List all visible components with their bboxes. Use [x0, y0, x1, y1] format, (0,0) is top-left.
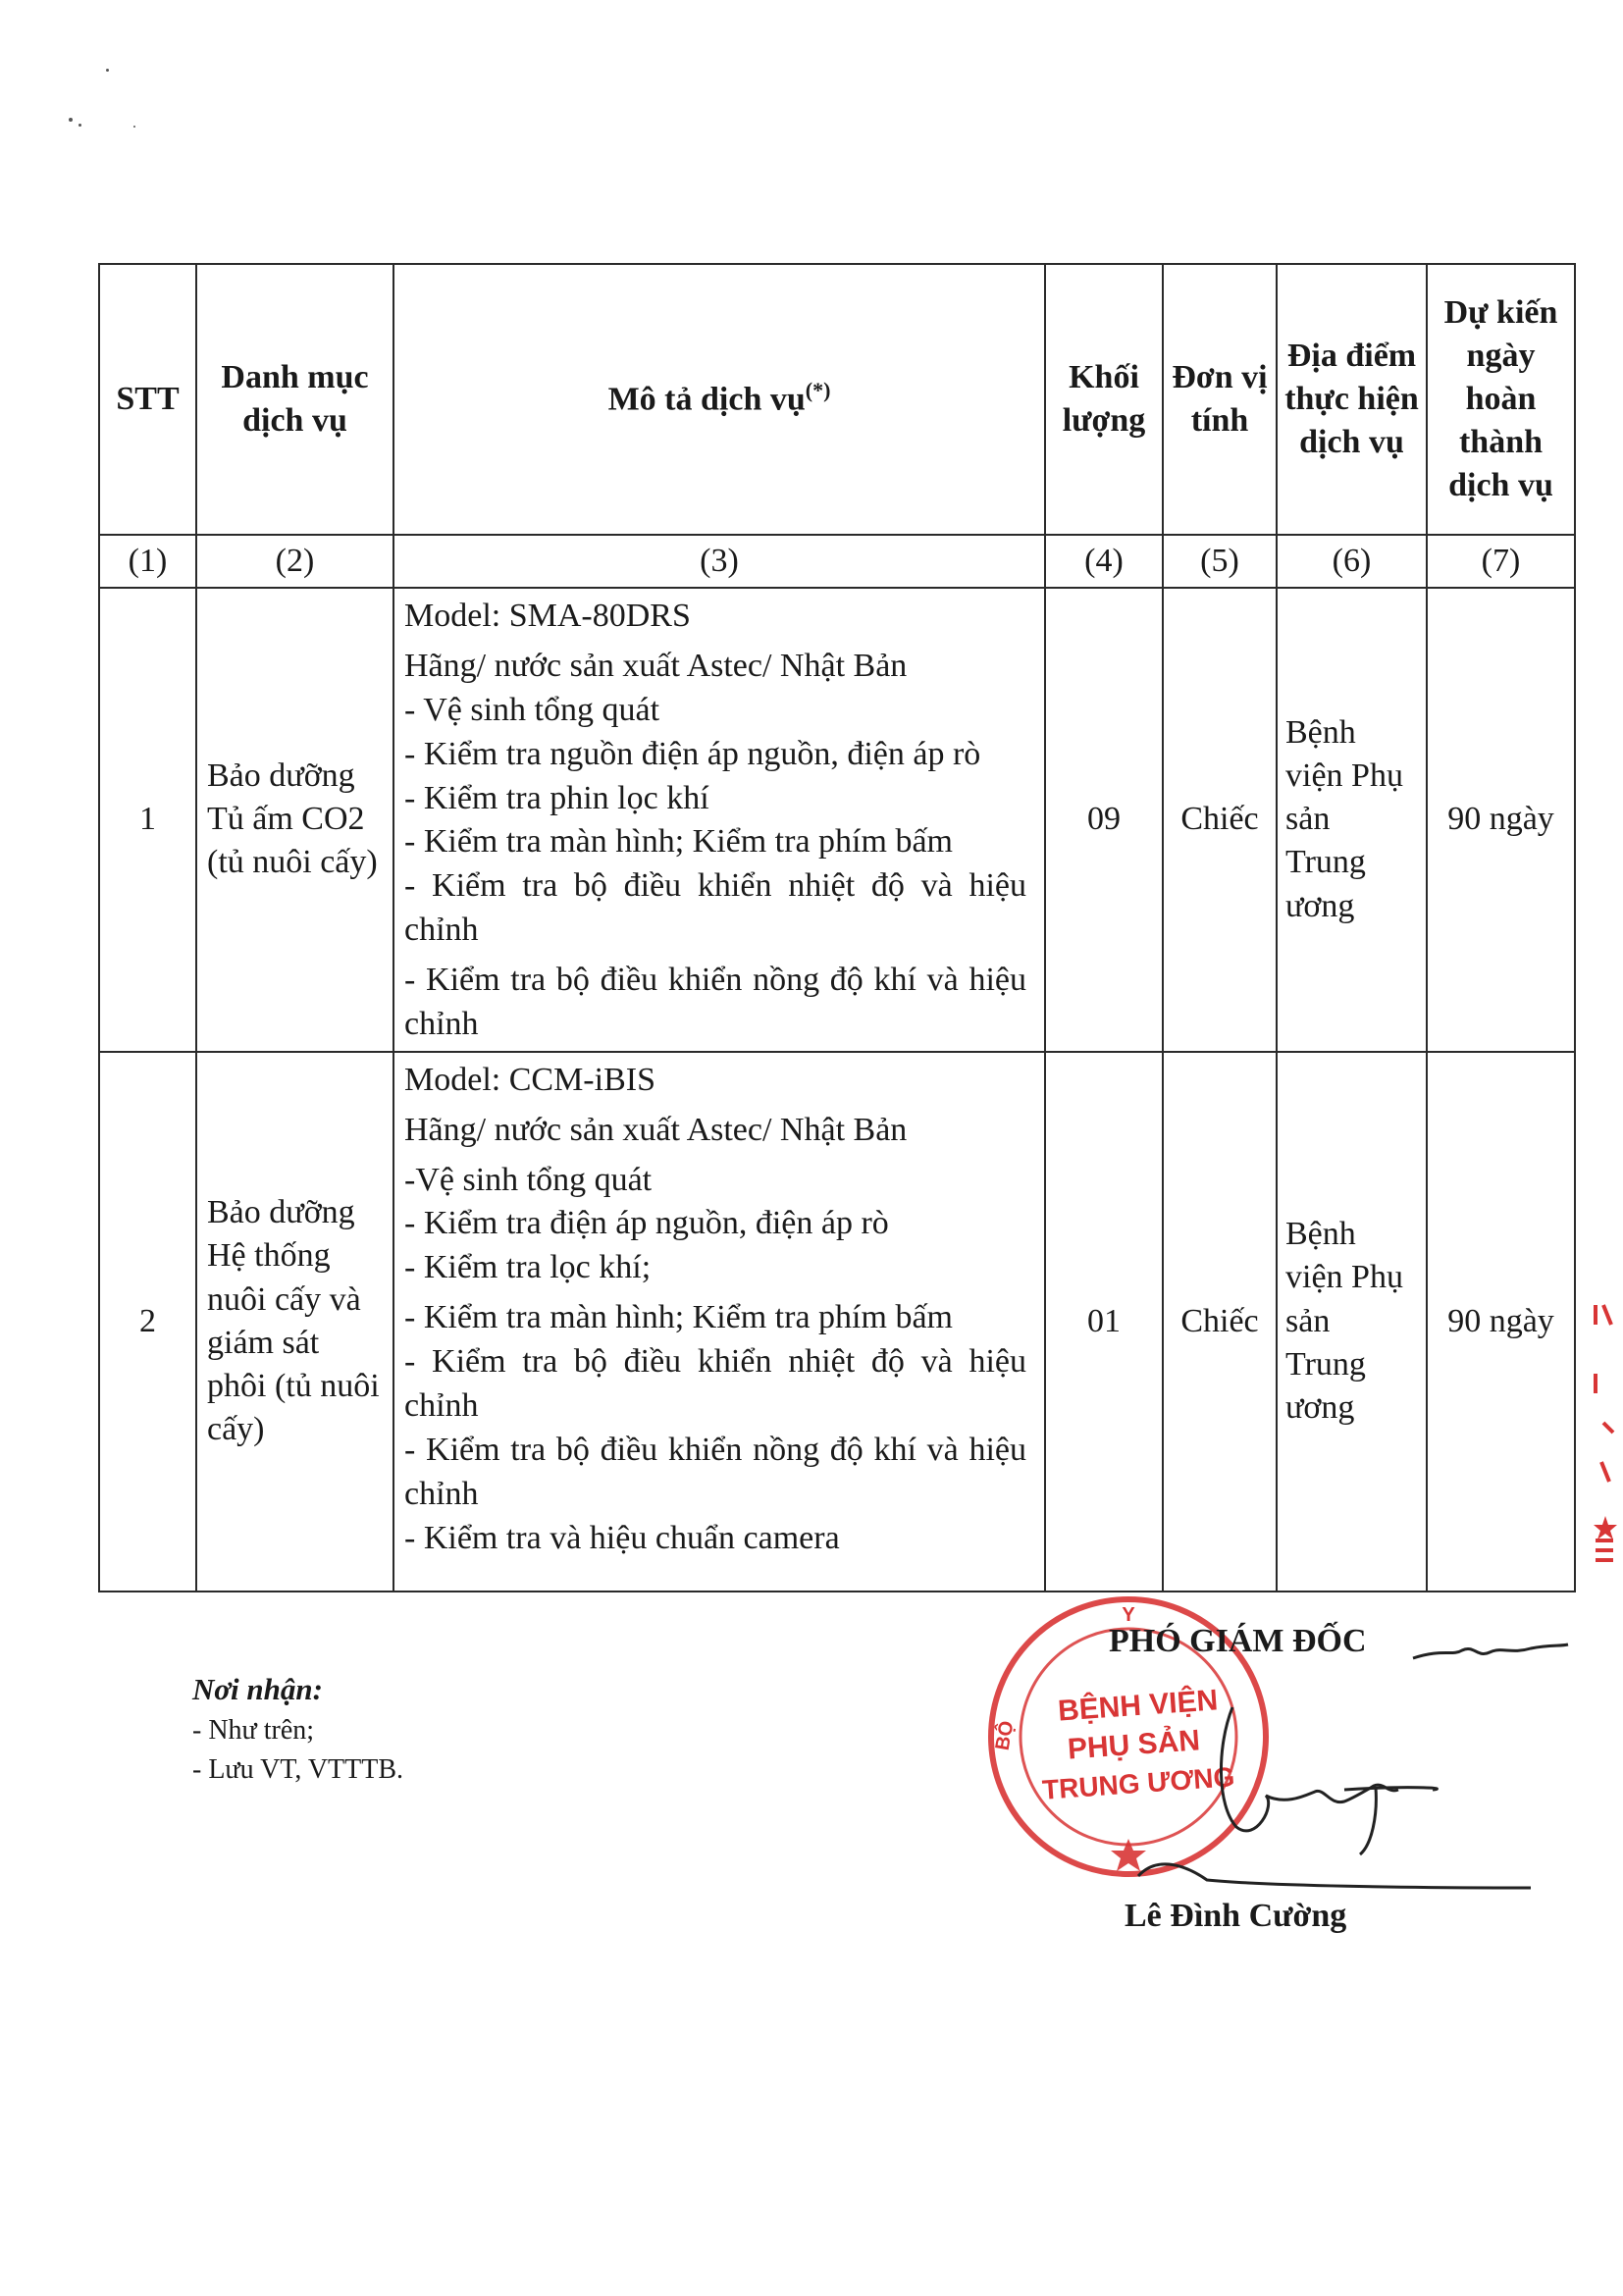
recipient-item: - Như trên;	[192, 1715, 315, 1747]
signer-name: Lê Đình Cường	[1125, 1898, 1347, 1934]
row-stt: 2	[99, 1052, 196, 1592]
desc-line: - Kiểm tra bộ điều khiển nồng độ khí và hiệu chỉnh	[404, 1431, 1026, 1512]
scan-speck	[79, 124, 81, 127]
footnote-mark: (*)	[805, 378, 831, 403]
header-category: Danh mục dịch vụ	[196, 264, 393, 535]
row-quantity: 01	[1045, 1052, 1163, 1592]
column-index: (7)	[1427, 535, 1575, 588]
stamp-arc-left: BỘ	[991, 1719, 1019, 1752]
edge-stamp-fragment	[1574, 1285, 1623, 1599]
scan-speck	[106, 69, 109, 72]
row-stt: 1	[99, 588, 196, 1052]
header-description-label: Mô tả dịch vụ	[607, 381, 806, 418]
column-index: (3)	[393, 535, 1045, 588]
scan-speck	[133, 126, 135, 128]
desc-line: - Kiểm tra màn hình; Kiểm tra phím bấm	[404, 1299, 953, 1336]
row-quantity: 09	[1045, 588, 1163, 1052]
table-row	[99, 588, 1575, 1052]
desc-line: - Kiểm tra phin lọc khí	[404, 779, 709, 816]
header-quantity: Khối lượng	[1045, 264, 1163, 535]
stamp-line: TRUNG ƯƠNG	[1041, 1761, 1236, 1805]
header-stt: STT	[99, 264, 196, 535]
header-unit: Đơn vị tính	[1163, 264, 1277, 535]
desc-line: - Vệ sinh tổng quát	[404, 691, 660, 728]
desc-line: -Vệ sinh tổng quát	[404, 1161, 653, 1198]
recipient-item: - Lưu VT, VTTTB.	[192, 1753, 404, 1785]
desc-line: - Kiểm tra và hiệu chuẩn camera	[404, 1519, 840, 1556]
row-unit: Chiếc	[1163, 1052, 1277, 1592]
row-category: Bảo dưỡng Tủ ấm CO2 (tủ nuôi cấy)	[196, 588, 393, 1052]
row-category: Bảo dưỡng Hệ thống nuôi cấy và giám sát phôi (tủ nuôi cấy)	[196, 1052, 393, 1592]
handwritten-signature	[1119, 1609, 1570, 1923]
signer-title: PHÓ GIÁM ĐỐC	[1109, 1623, 1367, 1659]
stamp-arc-top: Y	[1122, 1604, 1135, 1626]
column-index: (2)	[196, 535, 393, 588]
column-index: (4)	[1045, 535, 1163, 588]
column-index: (6)	[1277, 535, 1427, 588]
header-completion: Dự kiến ngày hoàn thành dịch vụ	[1427, 264, 1575, 535]
column-index: (1)	[99, 535, 196, 588]
recipients-block	[192, 1668, 403, 1790]
row-description	[393, 588, 1045, 1052]
scan-speck	[69, 118, 73, 122]
row-description	[393, 1052, 1045, 1592]
desc-line: - Kiểm tra lọc khí;	[404, 1249, 652, 1286]
stamp-line: BỆNH VIỆN	[1057, 1684, 1220, 1728]
desc-line: Hãng/ nước sản xuất Astec/ Nhật Bản	[404, 1111, 908, 1148]
row-unit: Chiếc	[1163, 588, 1277, 1052]
header-location: Địa điểm thực hiện dịch vụ	[1277, 264, 1427, 535]
recipients-title: Nơi nhận:	[192, 1672, 323, 1706]
row-location: Bệnh viện Phụ sản Trung ương	[1277, 1052, 1427, 1592]
desc-line: - Kiểm tra màn hình; Kiểm tra phím bấm	[404, 823, 953, 861]
row-location: Bệnh viện Phụ sản Trung ương	[1277, 588, 1427, 1052]
row-completion-days: 90 ngày	[1427, 1052, 1575, 1592]
desc-line: - Kiểm tra bộ điều khiển nhiệt độ và hiệu chỉnh	[404, 867, 1026, 949]
row-completion-days: 90 ngày	[1427, 588, 1575, 1052]
desc-line: Hãng/ nước sản xuất Astec/ Nhật Bản	[404, 647, 908, 684]
column-index: (5)	[1163, 535, 1277, 588]
desc-line: - Kiểm tra nguồn điện áp nguồn, điện áp rò	[404, 735, 981, 772]
desc-line: Model: CCM-iBIS	[404, 1061, 655, 1098]
column-index-row	[99, 535, 1575, 588]
service-table	[98, 263, 1576, 1592]
stamp-line: PHỤ SẢN	[1066, 1724, 1201, 1766]
header-description	[393, 264, 1045, 535]
desc-line: Model: SMA-80DRS	[404, 598, 691, 634]
desc-line: - Kiểm tra bộ điều khiển nồng độ khí và hiệu chỉnh	[404, 962, 1026, 1042]
table-row	[99, 1052, 1575, 1592]
table-header-row	[99, 264, 1575, 535]
desc-line: - Kiểm tra điện áp nguồn, điện áp rò	[404, 1205, 889, 1242]
desc-line: - Kiểm tra bộ điều khiển nhiệt độ và hiệu chỉnh	[404, 1343, 1026, 1424]
